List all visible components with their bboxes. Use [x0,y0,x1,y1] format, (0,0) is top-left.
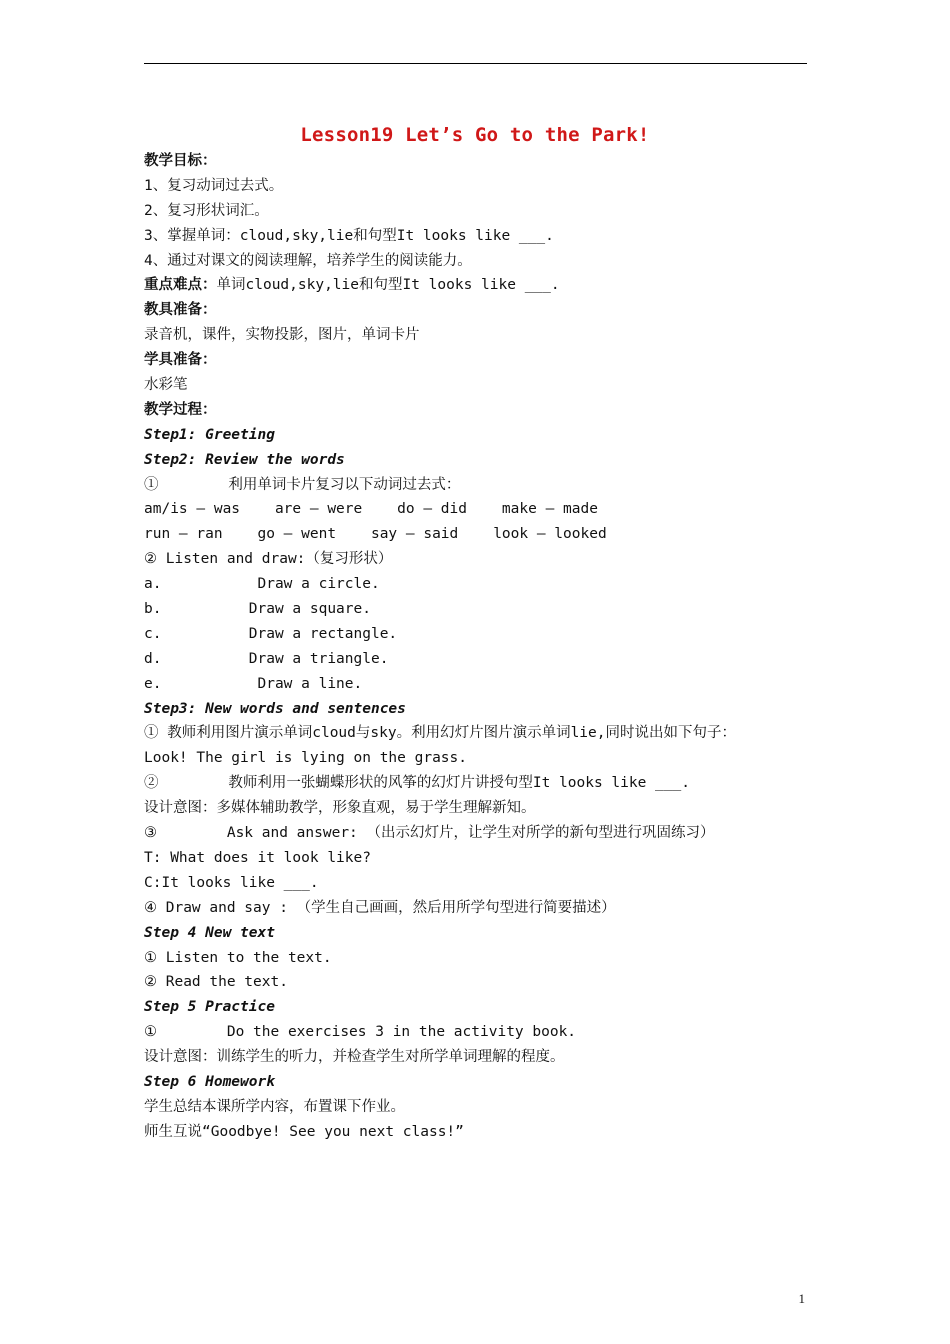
text-line: ② 教师利用一张蝴蝶形状的风筝的幻灯片讲授句型It looks like ___. [144,775,690,792]
text-line: Step 4 New text [144,924,275,941]
text-line: ② Read the text. [144,974,288,991]
text-line: 学具准备： [144,352,217,369]
text-line: Look! The girl is lying on the grass. [144,750,468,767]
page-number: 1 [798,1291,805,1306]
text-line: c. Draw a rectangle. [144,625,398,642]
text-line: ① 利用单词卡片复习以下动词过去式： [144,476,461,493]
text-line: Step 5 Practice [144,999,275,1016]
text-line: Step 6 Homework [144,1073,275,1090]
text-line: run — ran go — went say — said look — looked [144,526,607,543]
text-line: 教学目标： [144,153,217,169]
text-line: ① 教师利用图片演示单词cloud与sky。利用幻灯片图片演示单词lie,同时说出如下句子： [144,725,736,742]
text-line: ④ Draw and say : （学生自己画画，然后用所学句型进行简要描述） [144,899,616,916]
text-line: Step1: Greeting [144,426,275,443]
text-line [144,273,824,298]
text-line: Step3: New words and sentences [144,700,406,717]
text-line: 3、掌握单词：cloud,sky,lie和句型It looks like ___. [144,227,554,244]
text-line: 4、通过对课文的阅读理解，培养学生的阅读能力。 [144,252,472,269]
text-line: e. Draw a line. [144,675,363,692]
header-rule [144,63,807,64]
text-line: 教具准备： [144,302,217,319]
text-line: 师生互说“Goodbye! See you next class!” [144,1123,464,1140]
text-line: C:It looks like ___. [144,874,319,891]
text-line: 2、复习形状词汇。 [144,202,269,219]
text-line: 教学过程： [144,401,217,418]
text-line: 设计意图：多媒体辅助教学，形象直观，易于学生理解新知。 [144,800,536,817]
text-line: ③ Ask and answer: （出示幻灯片，让学生对所学的新句型进行巩固练习） [144,825,715,842]
document-body [144,149,824,1145]
text-line: am/is — was are — were do — did make — made [144,501,598,518]
line-text: 单词cloud,sky,lie和句型It looks like ___. [216,277,560,294]
text-line: 学生总结本课所学内容，布置课下作业。 [144,1098,405,1115]
text-line: b. Draw a square. [144,601,371,618]
text-line: 设计意图：训练学生的听力，并检查学生对所学单词理解的程度。 [144,1049,565,1066]
text-line: d. Draw a triangle. [144,650,389,667]
text-line: a. Draw a circle. [144,576,380,593]
text-line: Step2: Review the words [144,451,345,468]
text-line: ① Do the exercises 3 in the activity book. [144,1024,577,1041]
section-label: 重点难点： [144,277,217,294]
text-line: 录音机，课件，实物投影，图片，单词卡片 [144,327,420,344]
text-line: ① Listen to the text. [144,949,332,966]
text-line: T: What does it look like? [144,849,371,866]
text-line: 水彩笔 [144,377,188,394]
text-line: 1、复习动词过去式。 [144,177,284,194]
page-title: Lesson19 Let’s Go to the Park! [300,124,650,146]
text-line: ② Listen and draw:（复习形状） [144,551,393,568]
